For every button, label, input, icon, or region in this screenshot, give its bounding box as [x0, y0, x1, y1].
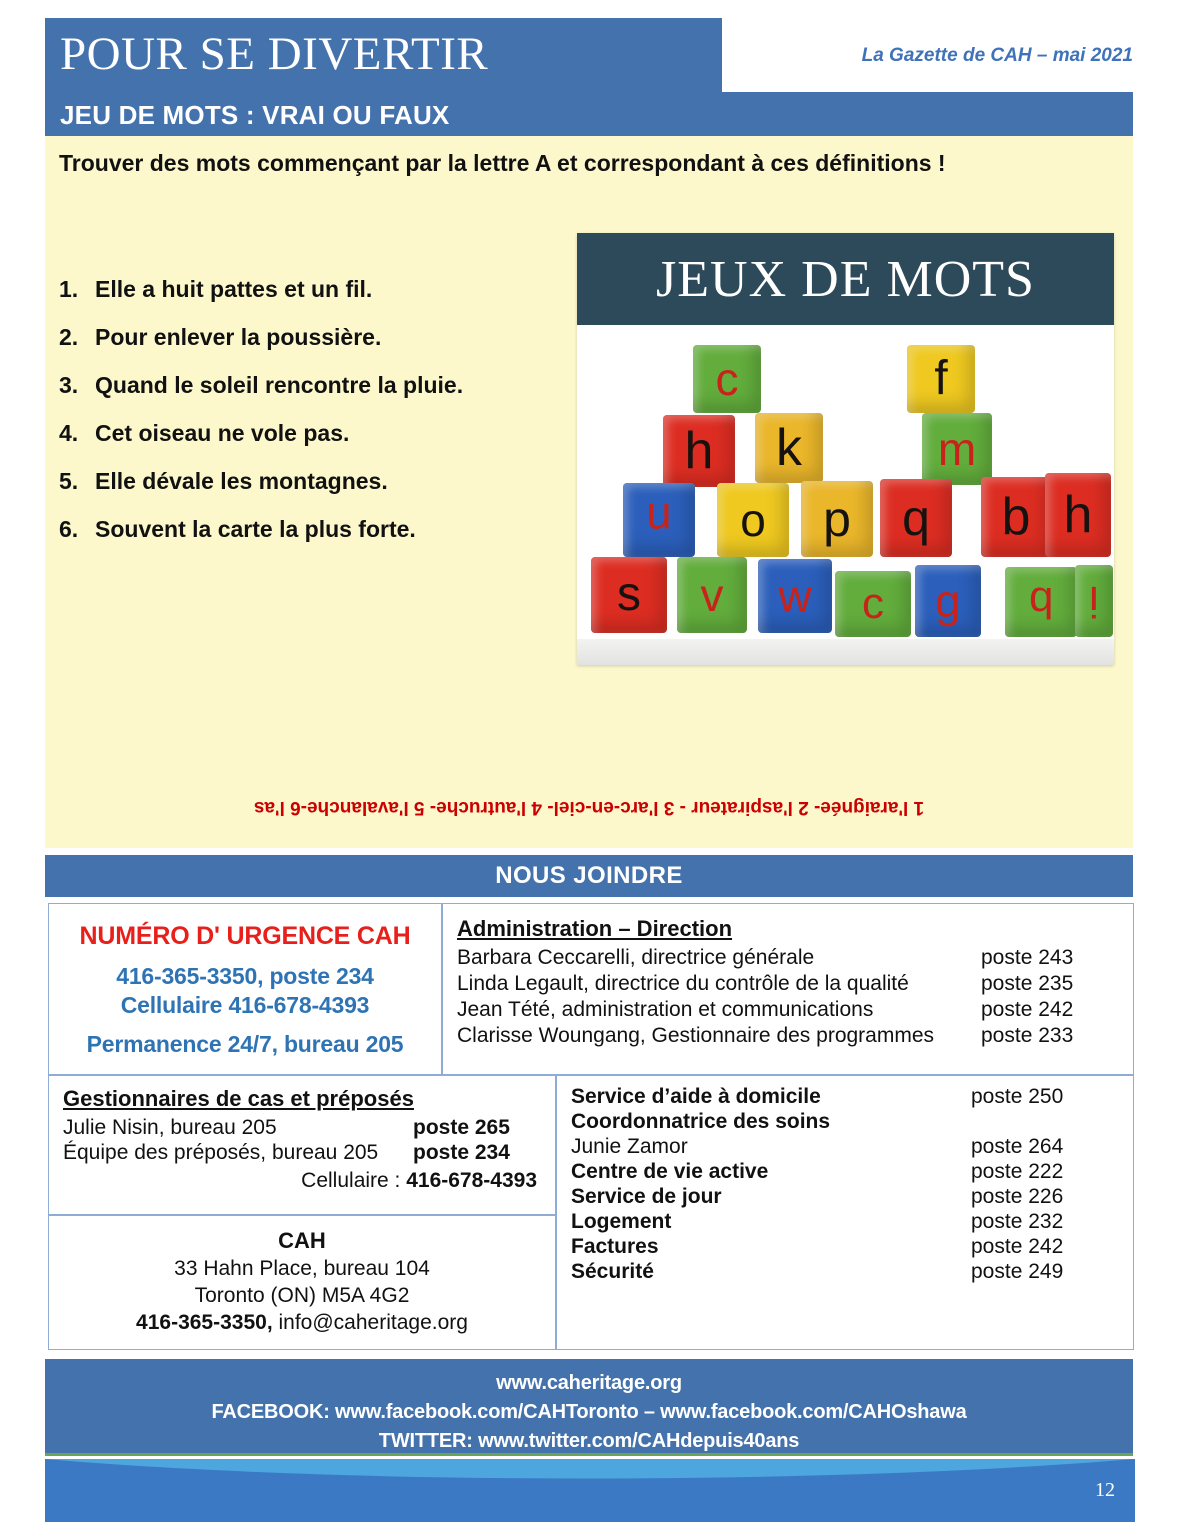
letter-block	[717, 483, 789, 557]
service-extension: poste 264	[971, 1135, 1064, 1158]
table-row	[571, 1235, 1121, 1259]
table-row	[457, 946, 1121, 970]
footer-wave-graphic	[45, 1459, 1135, 1522]
person-extension: poste 265	[413, 1116, 510, 1139]
footer-links-bar	[45, 1359, 1133, 1456]
service-extension: poste 222	[971, 1160, 1064, 1183]
table-row	[571, 1135, 1121, 1159]
service-extension: poste 249	[971, 1260, 1064, 1283]
letter-block	[758, 559, 832, 633]
letter-block	[880, 479, 952, 557]
list-item	[59, 324, 579, 351]
riddle-list	[59, 276, 579, 564]
person-name: Équipe des préposés, bureau 205	[63, 1141, 379, 1164]
address-line-2: Toronto (ON) M5A 4G2	[194, 1284, 410, 1307]
service-extension: poste 242	[971, 1235, 1064, 1258]
administration-title: Administration – Direction	[457, 916, 733, 941]
letter-block	[591, 557, 667, 633]
list-item	[59, 372, 579, 399]
block-letter: k	[776, 419, 802, 477]
service-label: Coordonnatrice des soins	[571, 1110, 831, 1133]
service-label: Sécurité	[571, 1260, 654, 1283]
service-extension	[971, 1110, 1121, 1134]
block-letter: w	[778, 570, 812, 622]
alphabet-blocks	[577, 327, 1114, 665]
block-letter: f	[934, 352, 948, 405]
letter-block	[755, 413, 823, 483]
riddle-text: Quand le soleil rencontre la pluie.	[95, 372, 464, 398]
letter-block	[835, 571, 911, 637]
block-letter: q	[902, 490, 930, 546]
table-row	[571, 1160, 1121, 1184]
case-managers-cell	[48, 1075, 556, 1215]
page-title: POUR SE DIVERTIR	[60, 28, 489, 80]
letter-block	[663, 415, 735, 487]
service-label: Logement	[571, 1210, 672, 1233]
person-name: Jean Tété, administration et communications	[457, 998, 874, 1021]
riddle-text: Elle a huit pattes et un fil.	[95, 276, 373, 302]
table-row	[48, 903, 1134, 1075]
table-row	[457, 998, 1121, 1022]
table-row	[63, 1141, 543, 1165]
riddle-text: Elle dévale les montagnes.	[95, 468, 388, 494]
quiz-instruction: Trouver des mots commençant par la lettre A et correspondant à ces définitions !	[59, 150, 946, 176]
emergency-cell	[48, 903, 442, 1075]
service-extension: poste 250	[971, 1085, 1064, 1108]
office-phone-email-row	[61, 1311, 543, 1335]
table-row	[63, 1116, 543, 1140]
block-letter: n	[646, 494, 672, 546]
contact-heading: NOUS JOINDRE	[495, 862, 683, 889]
emergency-phone: 416-365-3350, poste 234	[116, 963, 374, 989]
person-name: Barbara Ceccarelli, directrice générale	[457, 946, 815, 969]
twitter-link[interactable]: TWITTER: www.twitter.com/CAHdepuis40ans	[378, 1430, 800, 1452]
table-row	[457, 1024, 1121, 1048]
office-email[interactable]: info@caheritage.org	[272, 1311, 468, 1334]
block-letter: g	[935, 575, 961, 627]
riddle-number: 6.	[59, 516, 79, 542]
letter-block	[1075, 565, 1113, 637]
page-number: 12	[1095, 1479, 1115, 1501]
office-address-cell	[48, 1215, 556, 1350]
service-label: Junie Zamor	[571, 1135, 688, 1158]
letter-block	[677, 557, 747, 633]
person-extension: poste 234	[413, 1141, 510, 1164]
table-row	[571, 1260, 1121, 1284]
block-letter: b	[1028, 578, 1054, 627]
riddle-text: Pour enlever la poussière.	[95, 324, 382, 350]
photo-banner	[577, 233, 1114, 325]
address-line-1: 33 Hahn Place, bureau 104	[174, 1257, 430, 1280]
riddle-number: 2.	[59, 324, 79, 350]
emergency-mobile: Cellulaire 416-678-4393	[120, 992, 370, 1018]
list-item	[59, 420, 579, 447]
block-letter: m	[937, 423, 977, 475]
block-letter: c	[715, 353, 739, 405]
photo-shelf	[577, 639, 1114, 665]
table-row	[571, 1110, 1121, 1134]
administration-cell	[442, 903, 1134, 1075]
block-letter: h	[684, 422, 714, 480]
riddle-text: Cet oiseau ne vole pas.	[95, 420, 350, 446]
letter-block	[981, 477, 1051, 557]
mobile-label: Cellulaire :	[301, 1169, 407, 1192]
riddle-number: 4.	[59, 420, 79, 446]
list-item	[59, 516, 579, 543]
riddle-number: 3.	[59, 372, 79, 398]
riddle-text: Souvent la carte la plus forte.	[95, 516, 416, 542]
letter-block	[907, 345, 975, 413]
person-name: Julie Nisin, bureau 205	[63, 1116, 277, 1139]
mobile-number: 416-678-4393	[406, 1169, 537, 1192]
letter-block	[1005, 567, 1077, 637]
table-row	[457, 972, 1121, 996]
services-cell	[556, 1075, 1134, 1350]
word-games-photo	[577, 233, 1114, 665]
person-extension: poste 235	[981, 972, 1074, 995]
service-label: Service de jour	[571, 1185, 722, 1208]
riddle-number: 5.	[59, 468, 79, 494]
block-letter: b	[1001, 488, 1031, 546]
block-letter: p	[823, 491, 851, 547]
person-extension: poste 233	[981, 1024, 1074, 1047]
case-managers-title: Gestionnaires de cas et préposés	[63, 1086, 414, 1111]
contact-heading-bar	[45, 855, 1133, 897]
service-extension: poste 226	[971, 1185, 1064, 1208]
contact-table	[48, 903, 1134, 1350]
service-extension: poste 232	[971, 1210, 1064, 1233]
block-letter: i	[1089, 577, 1099, 626]
letter-block	[922, 413, 992, 485]
letter-block	[693, 345, 761, 413]
photo-banner-text: JEUX DE MOTS	[656, 250, 1035, 308]
section-subtitle: JEU DE MOTS : VRAI OU FAUX	[60, 100, 450, 130]
service-label: Service d’aide à domicile	[571, 1085, 821, 1108]
emergency-title: NUMÉRO D' URGENCE CAH	[79, 922, 411, 950]
person-extension: poste 243	[981, 946, 1074, 969]
person-extension: poste 242	[981, 998, 1074, 1021]
left-column-stack	[48, 1075, 556, 1350]
facebook-links[interactable]: FACEBOOK: www.facebook.com/CAHToronto – www.facebook.com/CAHOshawa	[211, 1401, 967, 1423]
service-label: Centre de vie active	[571, 1160, 769, 1183]
wave-svg	[45, 1459, 1135, 1522]
answer-key-upside-down: 1 l'araignée- 2 l'aspirateur - 3 l'arc-en-ciel- 4 l'autruche- 5 l'avalanche-6 l'as	[253, 797, 925, 818]
table-row	[571, 1210, 1121, 1234]
block-letter: o	[740, 494, 766, 546]
website-link[interactable]: www.caheritage.org	[496, 1372, 682, 1394]
person-name: Clarisse Woungang, Gestionnaire des programmes	[457, 1024, 935, 1047]
table-row	[48, 1075, 1134, 1350]
case-managers-mobile-row	[61, 1169, 543, 1193]
letter-block	[915, 565, 981, 637]
block-letter: s	[617, 568, 641, 621]
letter-block	[623, 483, 695, 557]
issue-label: La Gazette de CAH – mai 2021	[861, 45, 1133, 66]
service-label: Factures	[571, 1235, 659, 1258]
list-item	[59, 276, 579, 303]
riddle-number: 1.	[59, 276, 79, 302]
office-phone: 416-365-3350,	[136, 1311, 273, 1334]
emergency-hours: Permanence 24/7, bureau 205	[86, 1031, 404, 1057]
block-letter: v	[700, 569, 724, 621]
block-letter: h	[1063, 486, 1093, 544]
block-letter: c	[862, 579, 884, 628]
table-row	[571, 1085, 1121, 1109]
letter-block	[801, 481, 873, 557]
table-row	[571, 1185, 1121, 1209]
organization-name: CAH	[278, 1228, 326, 1253]
person-name: Linda Legault, directrice du contrôle de la qualité	[457, 972, 909, 995]
letter-block	[1045, 473, 1111, 557]
list-item	[59, 468, 579, 495]
